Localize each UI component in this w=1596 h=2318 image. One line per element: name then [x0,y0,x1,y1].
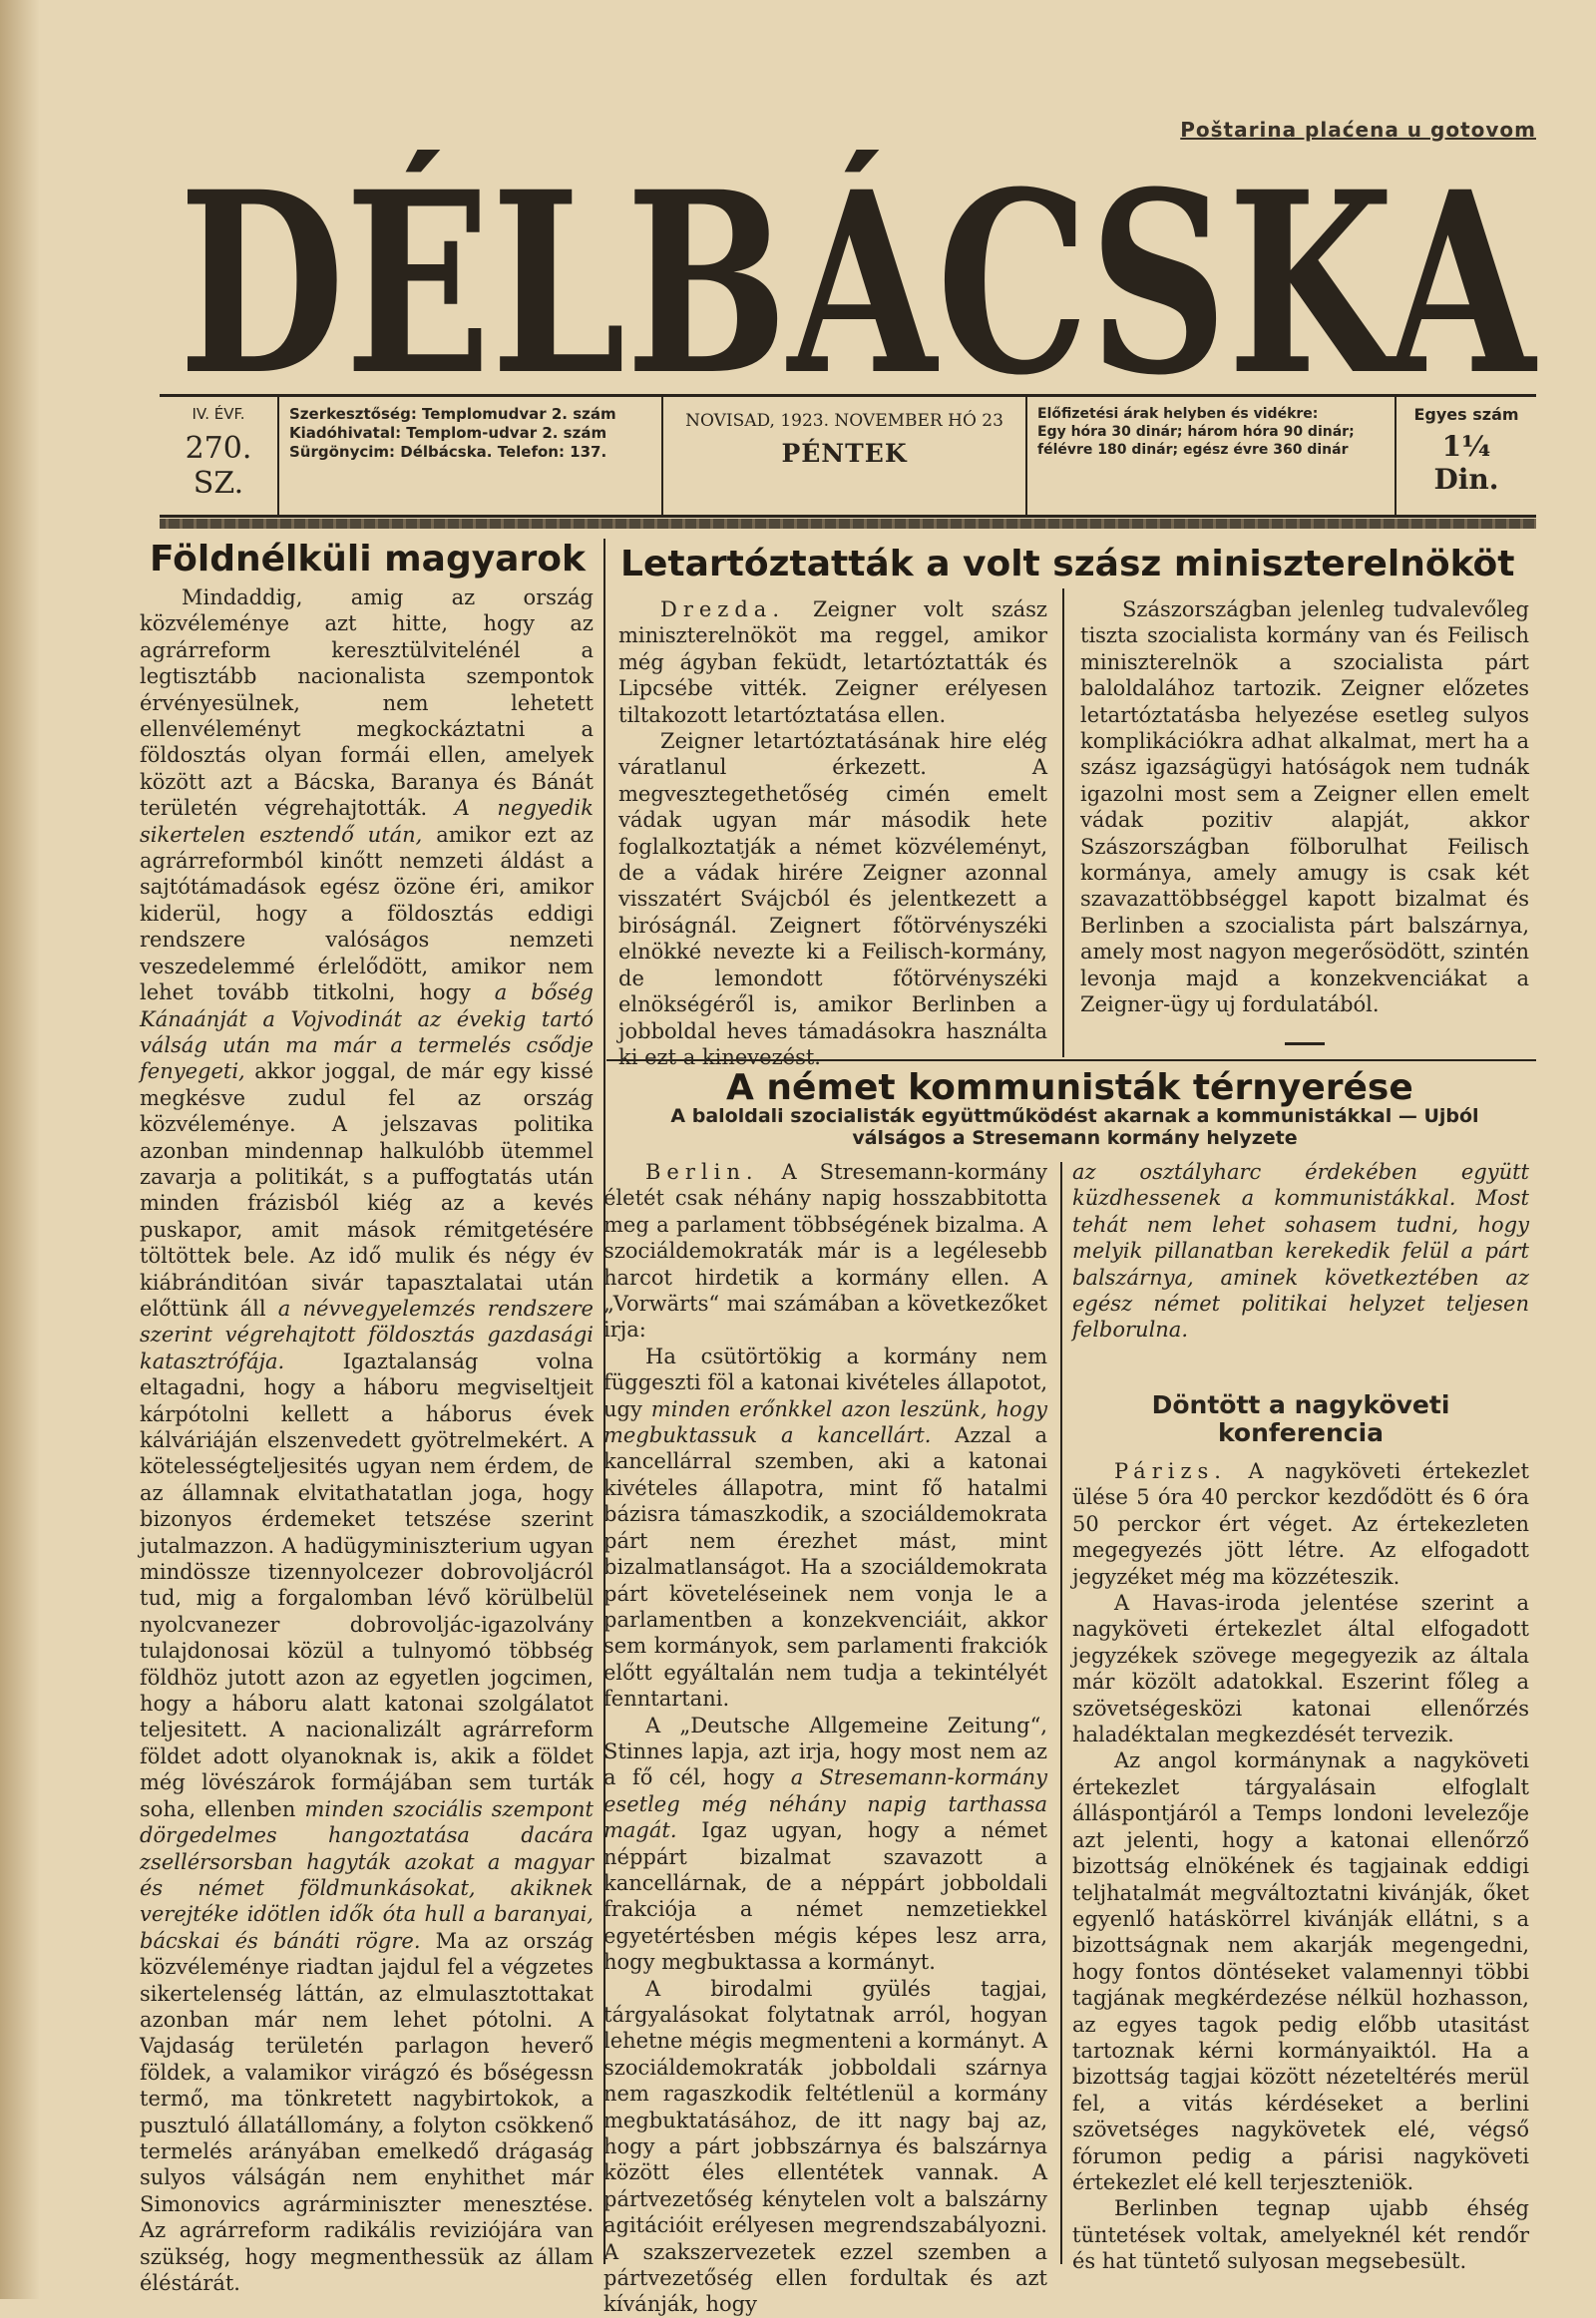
landless-p1b: amikor ezt az agrárreformból kinőtt nemzeti áldást a sajtótámadások egész özöne éri, amikor kiderül, hogy a földosztás eddigi rendszere valóságos nemzeti veszedelemmé érlelődött, amikor nem lehet tovább titkolni, hogy [140,822,594,1005]
landless-p1e: Ma az ország közvéleménye riadtan jajdul fel a végzetes sikertelenség láttán, az elmulasztottakat azonban már nem lehet pótolni. A Vajdaság területén parlagon heverő földek, a valamikor virágzó és bőségessn termő, ma tönkretett nagybirtokok, a pusztuló állatállomány, a folyton csökkenő termelés arányában emelkedő drágaság sulyos válságán nem enyhithet már Simonovics agrárminiszter menesztése. Az agrárreform radikális reviziójára van szükség, hogy megmenthessük az állam éléstárát. [140,1928,594,2295]
landless-em-3: a névvegyelemzés rendszere szerint végrehajtott földosztás gazdasági katasztrófája. [140,1296,594,1373]
article-arrest-col1 [618,596,1047,1070]
volume-year: IV. ÉVF. [192,405,245,423]
communists-p2b: Azzal a kancellárral szemben, aki a katonai kivételes állapotra, mint fő hatalmi bázisra támaszkodik, a szociáldemokrata párt nem érezhet mást, mint bizalmatlanságot. Ha a szociáldemokrata párt követeléseinek nem vonja le a parlamentben a konzekvenciáit, akkor sem kormányok, sem parlamenti frakciók előtt egyáltalán nem tudja a tekintélyét fenntartani. [603,1423,1047,1712]
info-bar [160,394,1536,518]
arrest-p1: Zeigner volt szász miniszterelnököt ma reggel, amikor még ágyban feküdt, letartóztatták és Lipcsébe vitték. Zeigner erélyesen tiltakozott letartóztatása ellen. [618,597,1047,727]
postage-note: Poštarina plaćena u gotovom [1180,118,1536,142]
headline-arrest: Letartóztatták a volt szász miniszterelnököt [620,544,1515,584]
editorial-address: Szerkesztőség: Templomudvar 2. szám [289,405,616,423]
issue-weekday: PÉNTEK [781,439,908,468]
landless-p1: Mindaddig, amig az ország közvéleménye azt hitte, hogy az agrárreform keresztülvitelénél a legtisztább nacionalista szempontok érvényesülnek, nem lehetett ellenvéleményt megkockáztatni a földosztás olyan formái ellen, amelyek között azt a Bácska, Baranya és Bánát területén végrehajtották. [140,585,594,821]
article-arrest-col2 [1080,596,1529,1018]
headline-communists: A német kommunisták térnyerése [726,1067,1413,1108]
publisher-address: Kiadóhivatal: Templom-udvar 2. szám [289,424,607,442]
ornamental-rule [160,519,1536,529]
date-box [663,397,1027,515]
arrest-p2: Zeigner letartóztatásának hire elég váratlanul érkezett. A megvesztegethetőség cimén emelt vádak ugyan már második hete foglalkoztatják a német közvéleményt, de a vádak hirére Zeigner azonnal visszatért Svájcból és jelentkezett a biróságnál. Zeignert főtörvényszéki elnökké nevezte ki a Feilisch-kormány, de lemondott főtörvényszéki elnökségéről is, amikor Berlinben a jobboldal heves támadásokra használta ki ezt a kinevezést. [618,729,1047,1069]
single-copy-price: 1¼ Din. [1433,430,1499,496]
conference-p4: Berlinben tegnap ujabb éhség tüntetések voltak, amelyeknél két rendőr és hat tüntető sulyosan megsebesült. [1072,2196,1529,2274]
conference-title-line-1: Döntött a nagyköveti [1151,1390,1450,1419]
issue-box [160,397,279,515]
telegram-address: Sürgönycim: Délbácska. Telefon: 137. [289,443,607,461]
article-landless-body [140,584,594,2296]
conference-p3: Az angol kormánynak a nagyköveti értekezlet tárgyalásain elfoglalt álláspontjáról a Temps londoni levelezője azt jelenti, hogy a katonai ellenőrző bizottság elnökének és tagjainak eddigi teljhatalmát megváltoztatni kivánják, őket egyenlő hatáskörrel kivánják ellátni, s a bizottságnak nem akarják megengedni, hogy fontos döntéseket valamennyi többi tagjának megkérdezése nélkül hozhasson, az egyes tagok pedig előbb utasitást tartoznak kérni kormányaiktól. Ha a bizottság tagjai között nézeteltérés merül fel, a vitás kérdéseket a berlini szövetséges nagykövetek elé, végső fórumon pedig a párisi nagyköveti értekezlet elé kell terjeszteniök. [1072,1748,1529,2194]
communists-em-1: minden erőnkkel azon leszünk, hogy megbuktassuk a kancellárt. [603,1396,1047,1448]
masthead [172,150,1543,389]
communists-p1: A Stresemann-kormány életét csak néhány napig hosszabbitotta meg a parlament többségének bizalma. A szociáldemokraták már is a legélesebb harcot hirdetik a kormány ellen. A „Vorwärts“ mai számában a következőket irja: [603,1160,1047,1343]
headline-conference [1072,1391,1529,1447]
price-line-3: félévre 180 dinár; egész évre 360 dinár [1037,442,1349,458]
subscription-box [1027,397,1396,515]
arrest-p3: Szászországban jelenleg tudvalevőleg tiszta szocialista kormány van és Feilisch miniszterelnök a szocialista párt baloldalához tartozik. Zeigner előzetes letartóztatásba helyezése esetleg sulyos komplikációkra adhat alkalmat, mert ha a szász igazságügyi hatóságok nem tudnák igazolni most sem a Zeigner ellen emelt vádak pozitiv alapját, akkor Szászországban fölborulhat Feilisch kormánya, amely amugy is csak két szavazattöbbséggel kapott bizalmat és Berlinben a szocialista párt balszárnya, amely most nagyon megerősödött, szintén levonja majd a konzekvenciákat a Zeigner-ügy uj fordulatából. [1080,597,1529,1017]
conference-p2: A Havas-iroda jelentése szerint a nagyköveti értekezlet által elfogadott jegyzékek szövege megegyezik az általa már közölt adatokkal. Eszerint főleg a szövetségesközi katonai ellenőrzés haladéktalan megkezdését tervezik. [1072,1591,1529,1747]
landless-p1c: akkor joggal, de már egy kissé megkésve zudul fel az ország közvéleménye. A jelszavas politika azonban mindennap halkulóbb ütemmel zavarja a politikát, s a puffogtatás után minden frázisból kiég az a kevés puskapor, amit mások rémitgetésére töltöttek bele. Az idő mulik és négy év kiábránditóan sivár tapasztalatai után előttünk áll [140,1059,594,1321]
subtitle-communists: A baloldali szocialisták együttműködést akarnak a kommunistákkal — Ujból válságos a Stresemann kormány helyzete [670,1105,1479,1149]
article-communists-col1 [603,1159,1047,2318]
column-rule [1060,1162,1062,2264]
conference-p1: A nagyköveti értekezlet ülése 5 óra 40 perckor kezdődött és 6 óra 50 perckor ért véget. Az értekezleten megegyezés jött létre. Az elfogadott jegyzéket még ma közzéteszik. [1072,1459,1529,1589]
landless-p1d: Igaztalanság volna eltagadni, hogy a háboru megviseltjeit kárpótolni kellett a háborus évek kálváriáján elszenvedett gyötrelmekért. A kötelességteljesités ugyan nem érdem, de az államnak elvitathatatlan joga, hogy bizonyos érdemeket tetszése szerint jutalmazzon. A hadügyminiszterium ugyan mindössze tizennyolcezer dobrovoljácról tud, mig a forgalomban lévő körülbelül nyolcvanezer dobrovoljác-igazolvány tulajdonosai közül a tulnyomó többség földhöz jutott azon az egyetlen jogcimen, hogy a háboru alatt katonai szolgálatot teljesitett. A nacionalizált agrárreform földet adott olyanoknak is, akik a földet még lövészárok formájában sem turták soha, ellenben [140,1349,594,1821]
landless-em-1: A negyedik sikertelen esztendő után, [140,796,594,847]
paper-edge [0,0,40,2299]
arrest-dateline: Drezda. [660,597,786,621]
article-conference-body [1072,1458,1529,2275]
price-line-2: Egy hóra 30 dinár; három hóra 90 dinár; [1037,424,1355,440]
issue-number: 270. SZ. [185,431,252,501]
communists-p4: A birodalmi gyülés tagjai, tárgyalásokat folytatnak arról, hogyan lehetne mégis megmenteni a kormányt. A szociáldemokraták jobboldali szárnya nem ragaszkodik feltétlenül a kormány megbuktatásához, de itt nagy baj az, hogy a párt jobbszárnya és balszárnya között éles ellentétek vannak. A pártvezetőség kénytelen volt a balszárny agitációit erélyesen megrendszabályozni. A szakszervezetek ezzel szemben a pártvezetőség ellen fordultak és azt kívánják, hogy [603,1976,1047,2317]
communists-em-2: a Stresemann-kormány esetleg még néhány napig tarthassa magát. [603,1765,1047,1843]
landless-em-4: minden szociális szempont dörgedelmes hangoztatása dacára zsellérsorsban hagyták azokat a magyar és német földmunkásokat, akiknek verejtéke idötlen idők óta hull a baranyai, bácskai és bánáti rögre. [140,1796,594,1953]
masthead-title: DÉLBÁCSKA [179,150,1538,389]
headline-landless: Földnélküli magyarok [150,539,586,580]
article-communists-col2 [1072,1159,1529,1344]
column-rule [1062,588,1064,1057]
communists-em-3: az osztályharc érdekében együtt küzdhessenek a kommunistákkal. Most tehát nem lehet sohasem tudni, hogy melyik pillanatban kerekedik felül a párt balszárnya, aminek következtében az egész német politikai helyzet teljesen felborulna. [1072,1160,1529,1343]
single-copy-label: Egyes szám [1413,405,1519,424]
conference-title-line-2: konferencia [1217,1418,1385,1447]
conference-dateline: Párizs. [1114,1459,1227,1483]
masthead-logo [172,150,1543,389]
communists-dateline: Berlin. [645,1160,759,1184]
communists-p3a: A „Deutsche Allgemeine Zeitung“, Stinnes lapja, azt irja, hogy most nem az a fő cél, hogy [603,1713,1047,1790]
issue-date: NOVISAD, 1923. NOVEMBER HÓ 23 [685,411,1003,431]
office-box [279,397,663,515]
landless-em-2: a bőség Kánaánját a Vojvodinát az évekig tartó válság után ma már a termelés csődje fenyegeti, [140,980,595,1084]
end-mark [1285,1042,1325,1045]
price-line-1: Előfizetési árak helyben és vidékre: [1037,406,1319,422]
communists-p2a: Ha csütörtökig a kormány nem függeszti föl a katonai kivételes állapotot, ugy [603,1344,1047,1421]
single-copy-box [1396,397,1536,515]
communists-p3b: Igaz ugyan, hogy a német néppárt bizalmat szavazott a kancellárnak, de a néppárt jobboldali frakciója a német nemzetiekkel egyetértésben mégis képes lesz arra, hogy megbuktassa a kormányt. [603,1818,1047,1975]
